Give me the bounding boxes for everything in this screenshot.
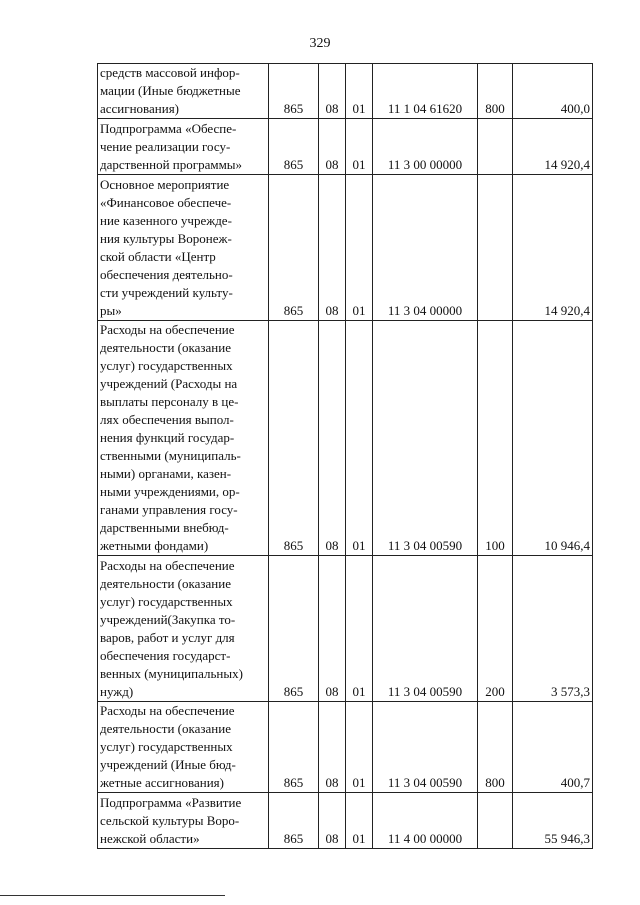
amount-cell: 400,0: [513, 64, 593, 119]
section-cell: 08: [319, 793, 346, 849]
target-item-cell: 11 3 04 00590: [373, 702, 478, 793]
amount-cell: 10 946,4: [513, 321, 593, 556]
target-item-cell: 11 3 04 00590: [373, 556, 478, 702]
row-name: Расходы на обеспечение деятельности (оказание услуг) государственных учреждений(Закупка то- варов, работ и услуг для обеспечения государст- венных (муниципальных) нужд): [100, 558, 243, 699]
row-name-cell: [98, 556, 269, 702]
grbs-cell: 865: [269, 321, 319, 556]
expense-type-cell: [478, 119, 513, 175]
subsection-cell: 01: [346, 119, 373, 175]
subsection-cell: 01: [346, 556, 373, 702]
row-name-cell: [98, 321, 269, 556]
target-item-cell: 11 3 04 00590: [373, 321, 478, 556]
table-row: [98, 556, 593, 702]
expense-type-cell: 800: [478, 702, 513, 793]
expense-type-cell: [478, 793, 513, 849]
grbs-cell: 865: [269, 119, 319, 175]
target-item-cell: 11 4 00 00000: [373, 793, 478, 849]
row-name-cell: [98, 119, 269, 175]
amount-cell: 400,7: [513, 702, 593, 793]
expense-type-cell: 800: [478, 64, 513, 119]
target-item-cell: 11 3 00 00000: [373, 119, 478, 175]
row-name-cell: [98, 64, 269, 119]
row-name: Расходы на обеспечение деятельности (оказание услуг) государственных учреждений (Расходы на выплаты персоналу в це- лях обеспечения выпол- нения функций государ- ственными (муниципаль- ными) органами, казен- ными учреждениями, ор- ганами управления госу- дарственными внебюд- жетными фондами): [100, 322, 241, 553]
table-row: [98, 321, 593, 556]
row-name: Подпрограмма «Обеспе- чение реализации госу- дарственной программы»: [100, 121, 243, 172]
subsection-cell: 01: [346, 175, 373, 321]
page-number: 329: [309, 36, 331, 51]
amount-cell: 14 920,4: [513, 119, 593, 175]
row-name: Подпрограмма «Развитие сельской культуры Воро- нежской области»: [100, 795, 242, 846]
grbs-cell: 865: [269, 556, 319, 702]
subsection-cell: 01: [346, 793, 373, 849]
section-cell: 08: [319, 64, 346, 119]
grbs-cell: 865: [269, 702, 319, 793]
subsection-cell: 01: [346, 64, 373, 119]
table-row: [98, 175, 593, 321]
row-name: Расходы на обеспечение деятельности (оказание услуг) государственных учреждений (Иные бюд- жетные ассигнования): [100, 703, 236, 790]
section-cell: 08: [319, 119, 346, 175]
expense-type-cell: 200: [478, 556, 513, 702]
expense-type-cell: [478, 175, 513, 321]
grbs-cell: 865: [269, 793, 319, 849]
amount-cell: 14 920,4: [513, 175, 593, 321]
row-name: Основное мероприятие «Финансовое обеспече- ние казенного учрежде- ния культуры Воронеж- ской области «Центр обеспечения деятельно- сти учреждений культу- ры»: [100, 177, 233, 318]
subsection-cell: 01: [346, 321, 373, 556]
expense-type-cell: 100: [478, 321, 513, 556]
subsection-cell: 01: [346, 702, 373, 793]
section-cell: 08: [319, 556, 346, 702]
row-name-cell: [98, 702, 269, 793]
table-row: [98, 119, 593, 175]
row-name-cell: [98, 793, 269, 849]
table-row: [98, 702, 593, 793]
section-cell: 08: [319, 702, 346, 793]
amount-cell: 3 573,3: [513, 556, 593, 702]
row-name-cell: [98, 175, 269, 321]
amount-cell: 55 946,3: [513, 793, 593, 849]
target-item-cell: 11 3 04 00000: [373, 175, 478, 321]
budget-table: [97, 63, 593, 849]
footnote-divider: [0, 895, 225, 896]
row-name: средств массовой инфор- мации (Иные бюджетные ассигнования): [100, 65, 241, 116]
section-cell: 08: [319, 321, 346, 556]
target-item-cell: 11 1 04 61620: [373, 64, 478, 119]
grbs-cell: 865: [269, 175, 319, 321]
table-row: [98, 64, 593, 119]
grbs-cell: 865: [269, 64, 319, 119]
table-row: [98, 793, 593, 849]
section-cell: 08: [319, 175, 346, 321]
